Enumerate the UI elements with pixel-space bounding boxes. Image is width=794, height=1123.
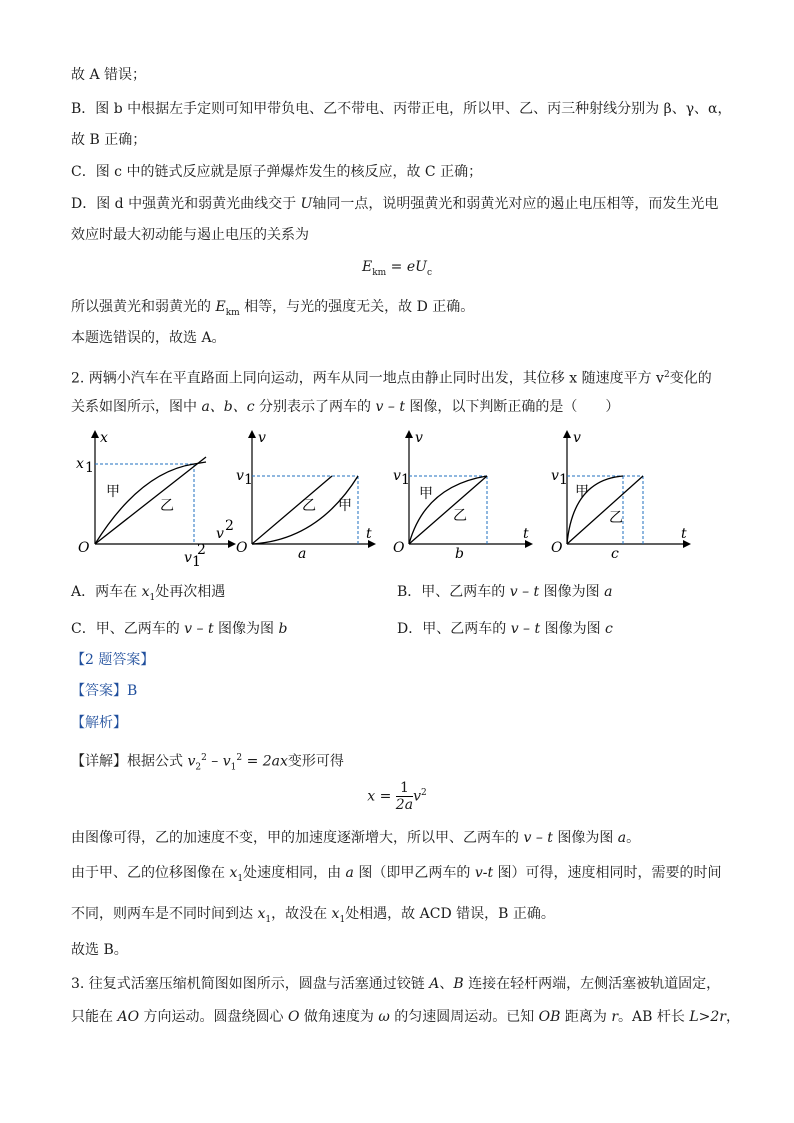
tick-label: v: [393, 468, 401, 484]
text: = 2ax: [242, 753, 288, 770]
text: b: [278, 621, 288, 637]
text: D．图 d 中强黄光和弱黄光曲线交于: [71, 196, 301, 212]
text: ω: [378, 1009, 390, 1025]
arrow-icon: [248, 430, 256, 438]
series-label: 甲: [575, 484, 589, 500]
text: B: [453, 976, 464, 992]
line-yi: [252, 476, 332, 544]
text: 【解析】: [71, 715, 127, 731]
question-stem: [71, 975, 720, 993]
tick-label: x: [76, 456, 84, 472]
text: 由图像可得，乙的加速度不变，甲的加速度逐渐增大，所以甲、乙两车的: [71, 830, 524, 846]
figure-caption: b: [455, 546, 464, 562]
text: 【2 题答案】: [71, 652, 155, 668]
series-label: 乙: [609, 510, 623, 526]
text: x: [331, 906, 340, 922]
text: AO: [117, 1009, 140, 1025]
text: 2: [420, 787, 427, 798]
tick-label: 1: [192, 554, 201, 570]
text: 相等，与光的强度无关，故 D 正确。: [239, 299, 475, 315]
text: c: [426, 267, 432, 278]
series-label: 乙: [160, 498, 174, 514]
series-label: 甲: [106, 484, 120, 500]
text: km: [225, 307, 240, 318]
text: v: [413, 788, 421, 805]
text: a: [604, 584, 613, 600]
option-b: [397, 583, 612, 601]
text: E: [361, 259, 373, 275]
series-label: 甲: [419, 486, 433, 502]
text-line: [71, 226, 309, 244]
option-d: [397, 620, 613, 638]
text: r: [611, 1009, 619, 1025]
text: D．甲、乙两车的: [397, 621, 511, 637]
text: 图像为图: [213, 621, 279, 637]
figure-vt-a: [228, 424, 388, 578]
text: a: [345, 865, 354, 881]
text: km: [372, 267, 387, 278]
text: 连接在轻杆两端，左侧活塞被轨道固定，: [463, 976, 721, 992]
text: U: [300, 196, 313, 212]
series-label: 乙: [453, 508, 467, 524]
fraction: [396, 780, 413, 813]
arrow-icon: [405, 430, 413, 438]
text: 故选 B。: [71, 942, 128, 958]
text: 1: [237, 873, 244, 884]
text: 处再次相遇: [155, 584, 226, 600]
text: 2. 两辆小汽车在平直路面上同向运动，两车从同一地点由静止同时出发，其位移 x 随速度平方 v: [71, 370, 664, 387]
text: B．图 b 中根据左手定则可知甲带负电、乙不带电、丙带正电，所以甲、乙、丙三种射线分别为 β、γ、α，: [71, 101, 732, 117]
tick-label: 1: [85, 460, 94, 476]
text: 变化的: [669, 370, 712, 387]
text: c: [605, 621, 613, 637]
axis-label: 2: [225, 518, 234, 534]
tick-label: v: [184, 550, 192, 566]
tick-label: 1: [401, 472, 410, 488]
axis-label: v: [573, 430, 581, 446]
text-line: [71, 195, 718, 213]
text: 所以强黄光和弱黄光的: [71, 299, 216, 315]
figure-vt-b: [385, 424, 545, 578]
option-c: [71, 620, 287, 638]
figure-x-v2: [70, 424, 240, 578]
text: = e: [386, 259, 416, 275]
text: C．甲、乙两车的: [71, 621, 185, 637]
text: v – t: [523, 830, 553, 846]
text: 图像为图: [552, 830, 618, 846]
figure-vt-c: [543, 424, 703, 578]
axis-label: t: [523, 526, 529, 542]
text: ，故没在: [271, 906, 332, 922]
text-line: [71, 163, 482, 181]
question-stem: [71, 398, 619, 416]
text: x: [229, 865, 238, 881]
question-stem: [71, 1008, 740, 1026]
text-line: [71, 131, 146, 149]
axis-label: x: [100, 430, 108, 446]
origin-label: O: [236, 540, 248, 556]
text: 1: [230, 762, 237, 773]
text-line: [71, 298, 474, 322]
formula: [0, 780, 794, 813]
text: 故 A 错误；: [71, 67, 147, 83]
text: 2: [195, 762, 202, 773]
text: 2: [663, 370, 670, 380]
tick-label: 1: [559, 472, 568, 488]
tick-label: 2: [197, 542, 206, 558]
text: 【答案】B: [71, 683, 138, 699]
text: B．甲、乙两车的: [397, 584, 510, 600]
text: 本题选错误的，故选 A。: [71, 330, 226, 346]
axis-label: v: [258, 430, 266, 446]
text: 分别表示了两车的: [254, 399, 376, 415]
text: 1: [149, 592, 156, 603]
axis-label: v: [216, 526, 224, 542]
text: 轴同一点，说明强黄光和弱黄光对应的遏止电压相等，而发生光电: [312, 196, 719, 212]
text: C．图 c 中的链式反应就是原子弹爆炸发生的核反应，故 C 正确；: [71, 164, 483, 180]
text: 不同，则两车是不同时间到达: [71, 906, 258, 922]
text: 方向运动。圆盘绕圆心: [139, 1009, 288, 1025]
text: x: [141, 584, 150, 600]
text: OB: [538, 1009, 561, 1025]
text: L>2r: [689, 1009, 726, 1025]
text-line: [71, 941, 128, 959]
text-line: [71, 329, 226, 347]
text: 关系如图所示，图中: [71, 399, 202, 415]
origin-label: O: [393, 540, 405, 556]
option-a: [71, 583, 225, 607]
text: a: [617, 830, 627, 846]
series-label: 乙: [302, 498, 316, 514]
text: 处相遇，故 ACD 错误，B 正确。: [345, 906, 555, 922]
arrow-icon: [563, 430, 571, 438]
text: 2: [201, 753, 207, 763]
text: 只能在: [71, 1009, 118, 1025]
text-line: [71, 864, 722, 888]
axis-label: t: [366, 526, 372, 542]
question-stem: [71, 366, 712, 388]
text: 【详解】根据公式: [71, 753, 188, 770]
text-line: [71, 905, 555, 929]
tick-label: v: [551, 468, 559, 484]
answer: [71, 682, 137, 700]
text: 2a: [395, 797, 414, 813]
text: 1: [265, 914, 272, 925]
text: 变形可得: [287, 753, 344, 770]
tick-label: 1: [244, 472, 253, 488]
text: 做角速度为: [299, 1009, 379, 1025]
axis-label: t: [681, 526, 687, 542]
text-line: [71, 829, 640, 847]
series-label: 甲: [338, 498, 352, 514]
text: 图像为图: [540, 621, 606, 637]
text: E: [215, 299, 226, 315]
text: v: [187, 753, 196, 770]
text: 故 B 正确；: [71, 132, 147, 148]
text: 。: [626, 830, 641, 846]
text: 、: [439, 976, 454, 992]
text: 2: [236, 753, 243, 763]
text: 1: [396, 780, 413, 797]
origin-label: O: [78, 540, 90, 556]
text: A．两车在: [71, 584, 142, 600]
text: 效应时最大初动能与遏止电压的关系为: [71, 227, 309, 243]
text: – v: [206, 753, 231, 770]
detail-line: [71, 749, 344, 776]
text: 由于甲、乙的位移图像在: [71, 865, 230, 881]
text: 图像为图: [539, 584, 605, 600]
tick-label: v: [236, 468, 244, 484]
text: a、b、c: [201, 399, 255, 415]
text: v – t: [509, 584, 540, 600]
axis-label: v: [415, 430, 423, 446]
analysis-tag: [71, 714, 127, 732]
text: x =: [367, 788, 396, 805]
text: A: [429, 976, 440, 992]
text-line: [71, 100, 732, 118]
text: U: [415, 259, 427, 275]
text: ，: [726, 1009, 740, 1025]
text: 。AB 杆长: [618, 1009, 690, 1025]
figure-caption: c: [611, 546, 619, 562]
text: 图）可得，速度相同时，需要的时间: [493, 865, 722, 881]
text: 距离为: [560, 1009, 612, 1025]
text: v – t: [184, 621, 214, 637]
figure-caption: a: [298, 546, 307, 562]
answer-tag: [71, 651, 154, 669]
arrow-icon: [91, 430, 99, 438]
text: 1: [339, 914, 346, 925]
text: v – t: [510, 621, 541, 637]
text: x: [257, 906, 266, 922]
text: 的匀速圆周运动。已知: [389, 1009, 539, 1025]
origin-label: O: [551, 540, 563, 556]
text: v-t: [474, 865, 494, 881]
text-line: [71, 66, 146, 84]
text: O: [287, 1009, 300, 1025]
text: 处速度相同，由: [243, 865, 346, 881]
text: 3. 往复式活塞压缩机简图如图所示，圆盘与活塞通过铰链: [71, 976, 430, 992]
text: 图像，以下判断正确的是（ ）: [404, 399, 620, 415]
text: 图（即甲乙两车的: [353, 865, 475, 881]
equation: [0, 259, 794, 278]
line-yi: [95, 457, 206, 544]
text: v – t: [375, 399, 405, 415]
